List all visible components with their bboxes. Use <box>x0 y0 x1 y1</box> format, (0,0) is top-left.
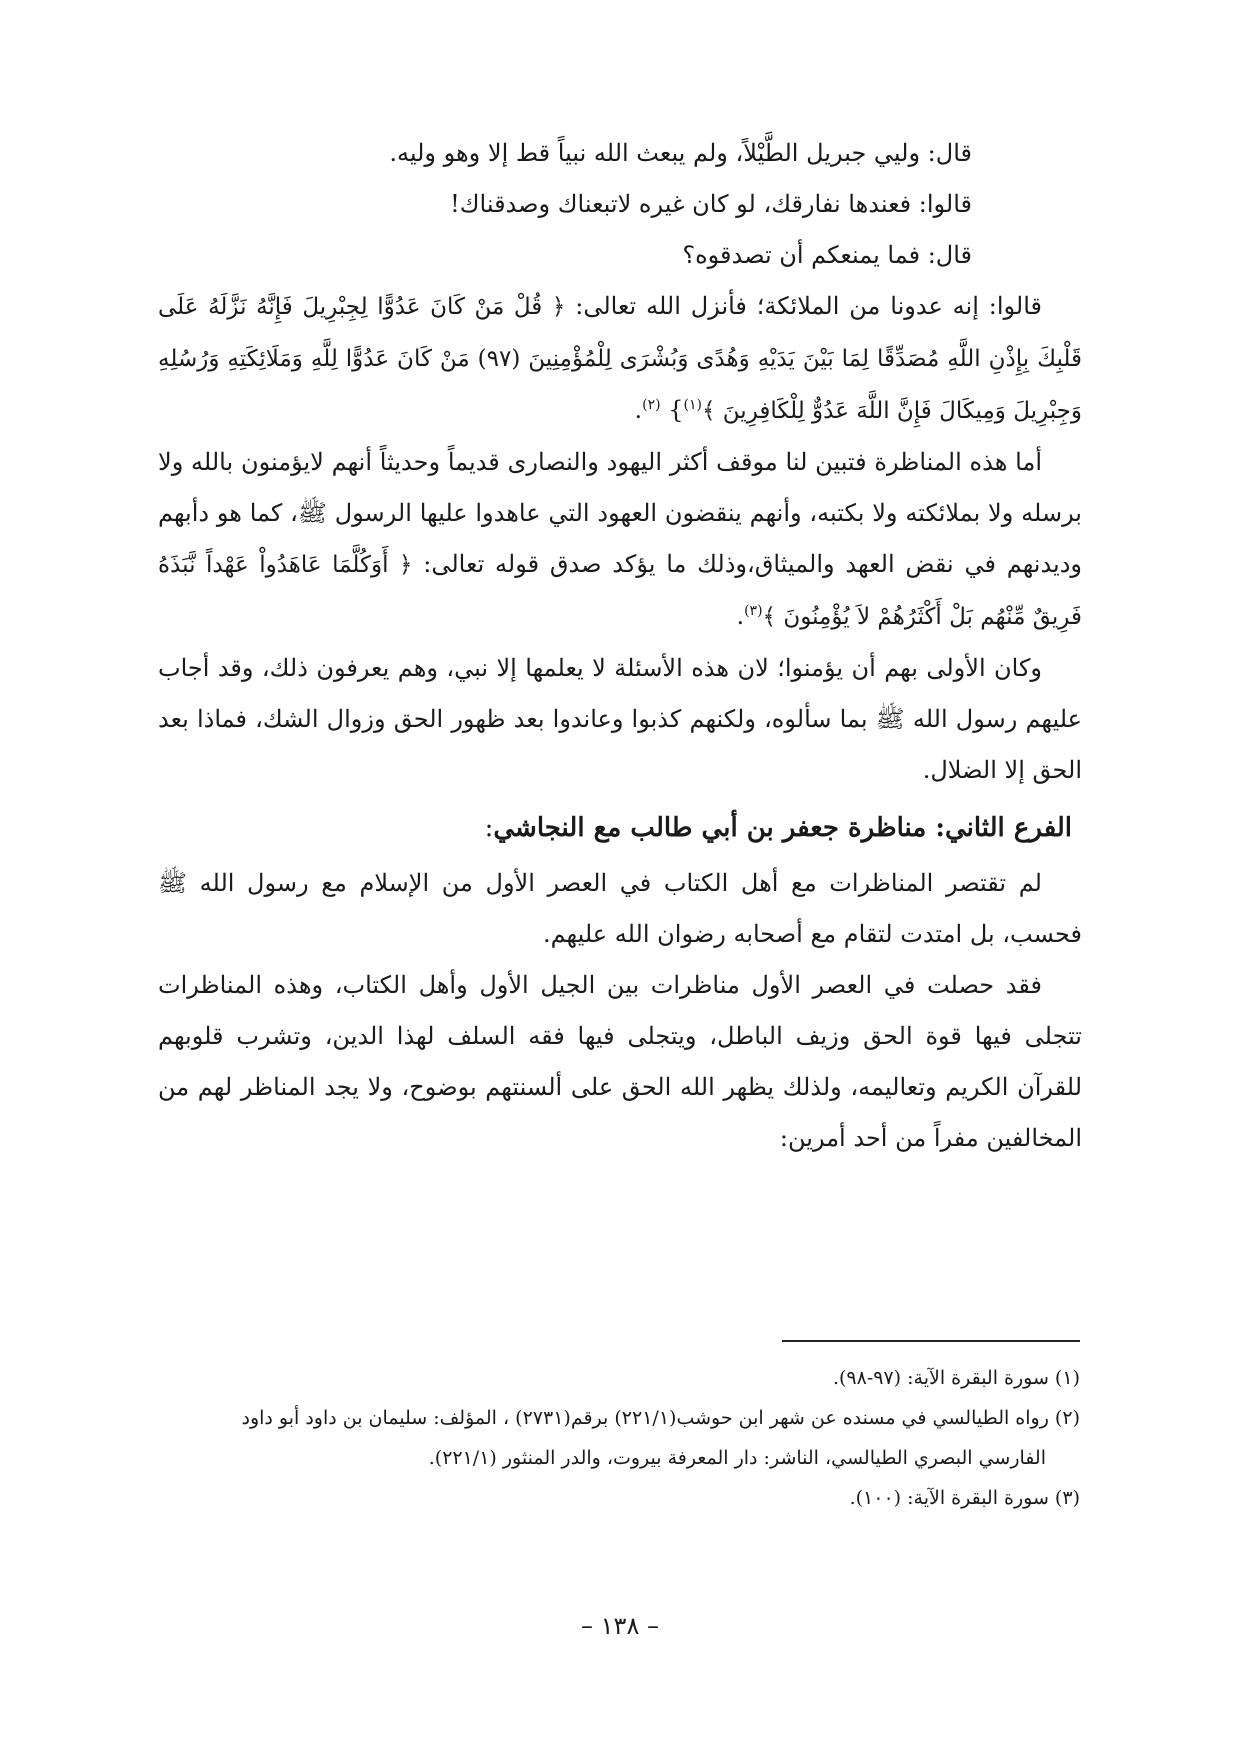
paragraph <box>158 437 1082 643</box>
heading-text: الفرع الثاني: مناظرة جعفر بن أبي طالب مع النجاشي <box>493 813 1072 843</box>
paragraph: لم تقتصر المناظرات مع أهل الكتاب في العصر الأول من الإسلام مع رسول الله ﷺ فحسب، بل امتدت لتقام مع أصحابه رضوان الله عليهم. <box>158 869 1082 948</box>
footnote-ref: (٢) <box>642 397 661 413</box>
quran-verse: ﴿ أَوَكُلَّمَا عَاهَدُواْ عَهْداً نَّبَذَهُ فَرِيقٌ مِّنْهُم بَلْ أَكْثَرُهُمْ لاَ يُؤْمِنُونَ ﴾ <box>158 552 1082 630</box>
heading-colon: : <box>484 813 494 843</box>
paragraph: فقد حصلت في العصر الأول مناظرات بين الجيل الأول وأهل الكتاب، وهذه المناظرات تتجلى فيها قوة الحق وزيف الباطل، ويتجلى فيها فقه السلف لهذا الدين، وتشرب قلوبهم للقرآن الكريم وتعاليمه، ولذلك يظهر الله الحق على ألسنتهم بوضوح، ولا يجد المناظر لهم من المخالفين مفراً من أحد أمرين: <box>158 971 1082 1152</box>
paragraph <box>158 281 1082 437</box>
footnote-ref: (١) <box>683 397 703 413</box>
paragraph-lead: قالوا: إنه عدونا من الملائكة؛ فأنزل الله تعالى: <box>575 292 1042 320</box>
paragraph: وكان الأولى بهم أن يؤمنوا؛ لان هذه الأسئلة لا يعلمها إلا نبي، وهم يعرفون ذلك، وقد أجاب عليهم رسول الله ﷺ بما سألوه، ولكنهم كذبوا وعاندوا بعد ظهور الحق وزوال الشك، فماذا بعد الحق إلا الضلال. <box>158 654 1082 784</box>
footnote: (١) سورة البقرة الآية: (٩٧-٩٨). <box>832 1367 1080 1389</box>
section-heading <box>158 800 1082 856</box>
text-line: قالوا: فعندها نفارقك، لو كان غيره لاتبعناك وصدقناك! <box>450 190 972 218</box>
period: . <box>634 396 643 424</box>
footnote: (٢) رواه الطيالسي في مسنده عن شهر ابن حوشب(٢٢١/١) برقم(٢٧٣١) ، المؤلف: سليمان بن داود أبو داود <box>241 1407 1080 1429</box>
text-line: قال: فما يمنعكم أن تصدقوه؟ <box>682 241 972 269</box>
brace: } <box>668 396 684 424</box>
quran-verse: ﴿ قُلْ مَنْ كَانَ عَدُوًّا لِجِبْرِيلَ فَإِنَّهُ نَزَّلَهُ عَلَى قَلْبِكَ بِإِذْنِ اللَّهِ مُصَدِّقًا لِمَا بَيْنَ يَدَيْهِ وَهُدًى وَبُشْرَى لِلْمُؤْمِنِينَ (٩٧) مَنْ كَانَ عَدُوًّا لِلَّهِ وَمَلَائِكَتِهِ وَرُسُلِهِ وَجِبْرِيلَ وَمِيكَالَ فَإِنَّ اللَّهَ عَدُوٌّ لِلْكَافِرِينَ ﴾ <box>158 294 1082 424</box>
footnote-ref: (٣) <box>744 603 763 619</box>
period: . <box>736 602 745 630</box>
footnotes <box>158 1358 1080 1518</box>
footnote: (٣) سورة البقرة الآية: (١٠٠). <box>849 1487 1080 1509</box>
page-number: – ١٣٨ – <box>581 1612 659 1640</box>
footnote-separator <box>782 1340 1080 1342</box>
main-text <box>158 128 1082 1164</box>
paragraph-text: أما هذه المناظرة فتبين لنا موقف أكثر اليهود والنصارى قديماً وحديثاً أنهم لايؤمنون بالله ولا برسله ولا بملائكته ولا بكتبه، وأنهم ينقضون العهود التي عاهدوا عليها الرسول ﷺ، كما هو دأبهم وديدنهم في نقض العهد والميثاق،وذلك ما يؤكد صدق قوله تعالى: <box>158 448 1082 578</box>
text-line: قال: وليي جبريل الطَّيْلاً، ولم يبعث الله نبياً قط إلا وهو وليه. <box>389 139 972 167</box>
footnote-continuation: الفارسي البصري الطيالسي، الناشر: دار المعرفة بيروت، والدر المنثور (٢٢١/١). <box>428 1447 1046 1469</box>
